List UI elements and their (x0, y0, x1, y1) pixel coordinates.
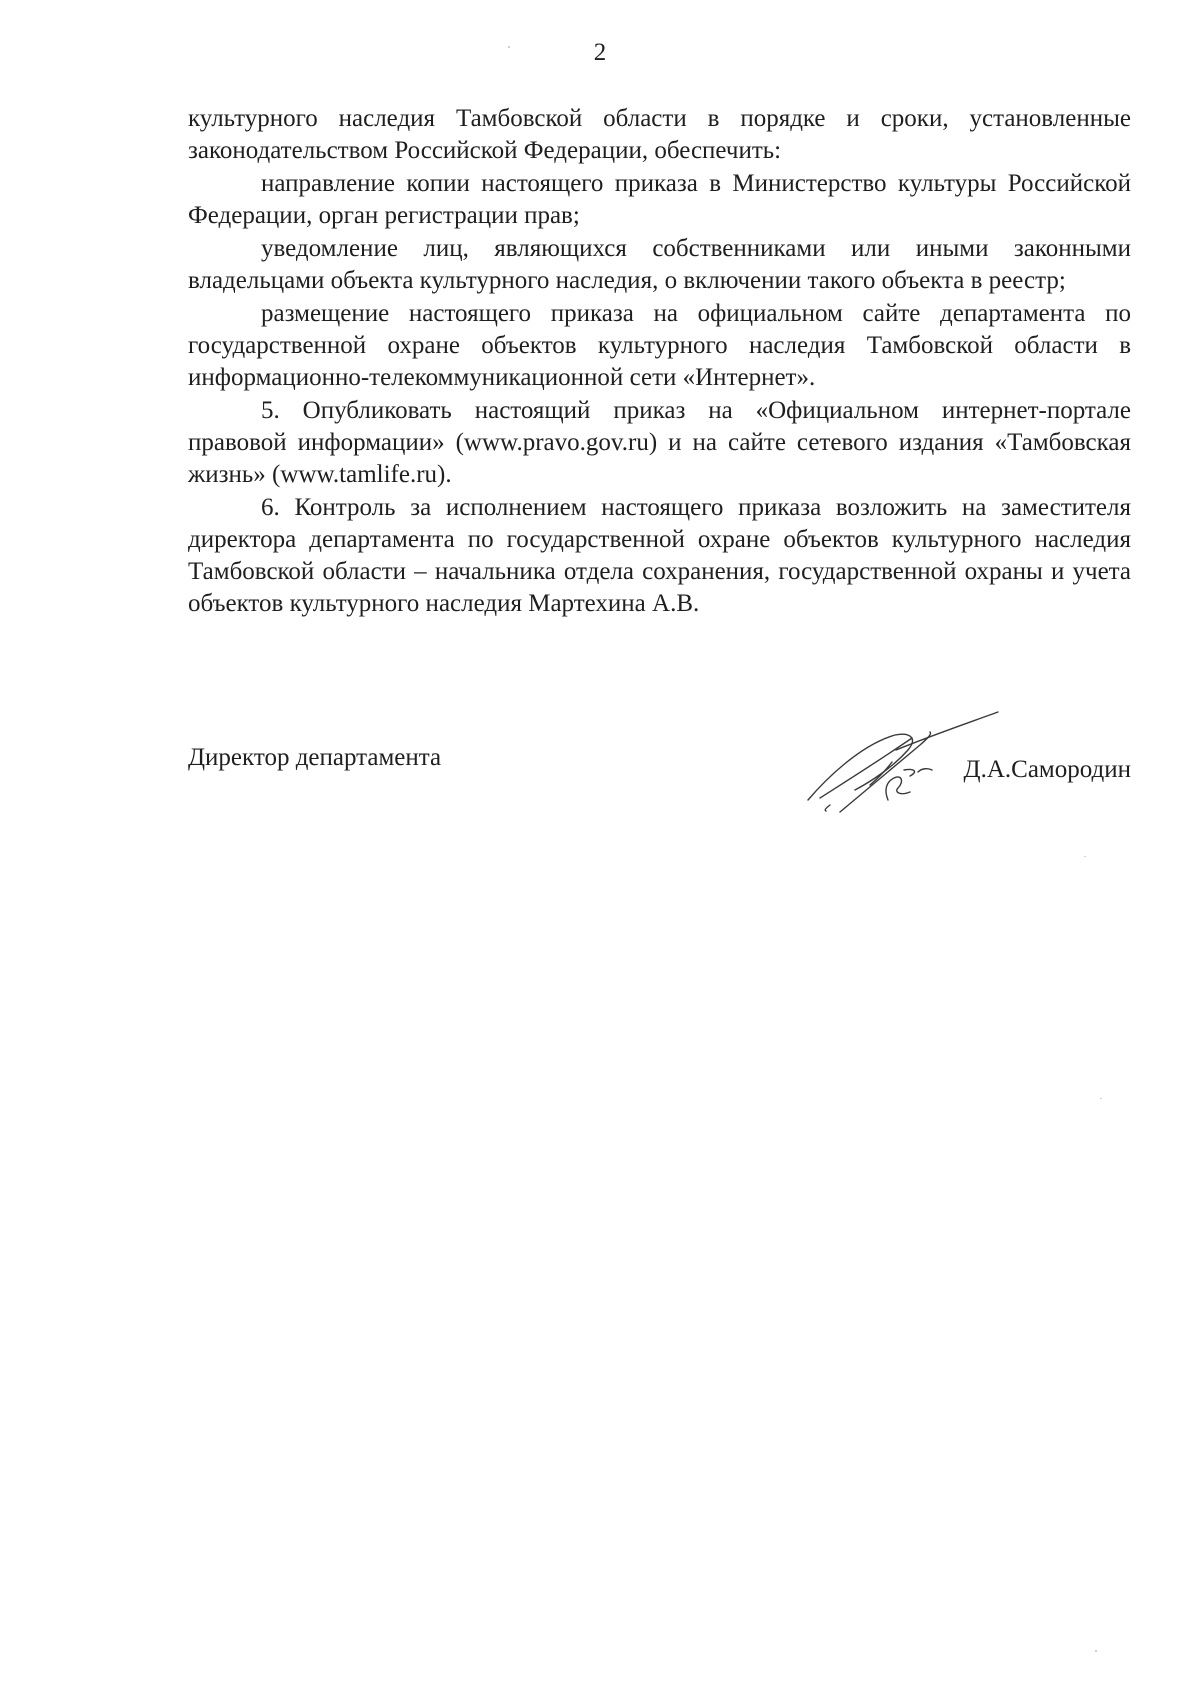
paragraph-continuation: культурного наследия Тамбовской области в порядке и сроки, установленные законодательством Российской Федерации, обеспечить: (188, 105, 1131, 164)
document-body (188, 103, 1131, 620)
scan-speck (1095, 1650, 1097, 1652)
signature-block (188, 730, 1131, 820)
scan-speck (1100, 1098, 1102, 1099)
paragraph-send-copy: направление копии настоящего приказа в Министерство культуры Российской Федерации, орган регистрации прав; (188, 170, 1131, 229)
paragraph-notify-owners: уведомление лиц, являющихся собственниками или иными законными владельцами объекта культурного наследия, о включении такого объекта в реестр; (188, 235, 1131, 294)
paragraph-item-5: 5. Опубликовать настоящий приказ на «Официальном интернет-портале правовой информации» (www.pravo.gov.ru) и на сайте сетевого издания «Тамбовская жизнь» (www.tamlife.ru). (188, 397, 1131, 488)
page-number: 2 (593, 39, 607, 66)
scan-speck (508, 46, 510, 48)
signer-title: Директор департамента (188, 744, 442, 771)
scan-speck (1084, 856, 1086, 857)
paragraph-publish-site: размещение настоящего приказа на официальном сайте департамента по государственной охране объектов культурного наследия Тамбовской области в информационно-телекоммуникационной сети «Интернет». (188, 300, 1131, 391)
paragraph-item-6: 6. Контроль за исполнением настоящего приказа возложить на заместителя директора департамента по государственной охране объектов культурного наследия Тамбовской области – начальника отдела сохранения, государственной охраны и учета объектов культурного наследия Мартехина А.В. (188, 494, 1131, 617)
signer-name: Д.А.Самородин (963, 756, 1131, 783)
